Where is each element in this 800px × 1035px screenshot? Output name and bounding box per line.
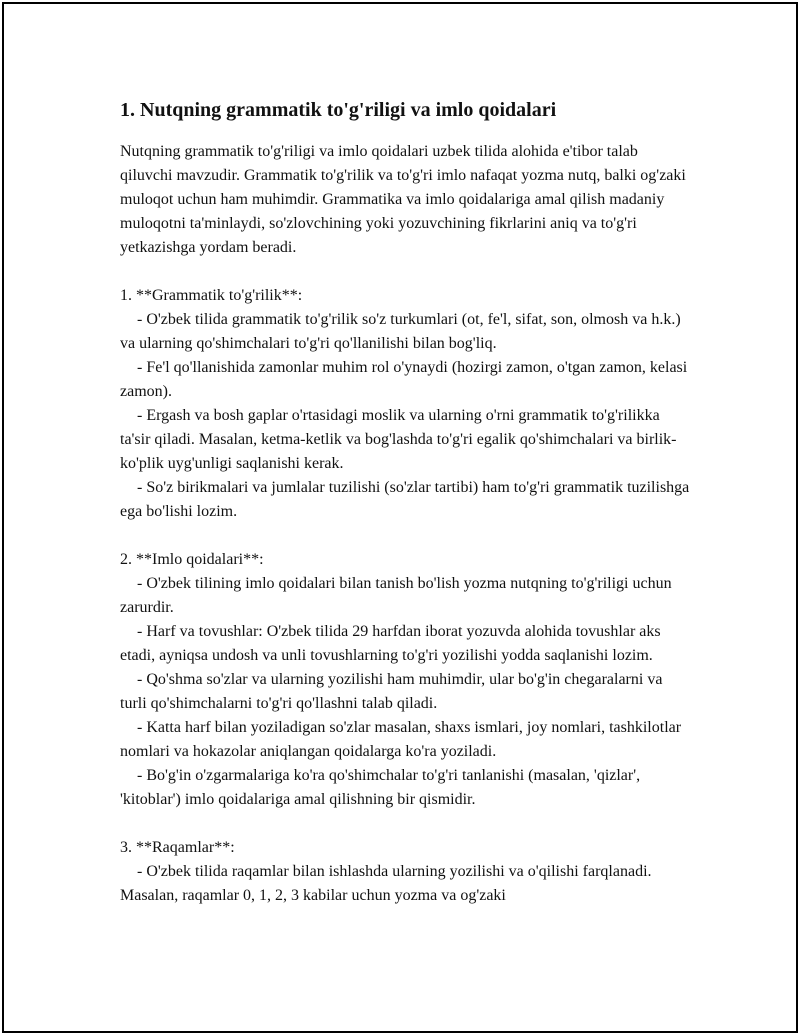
list-item: - O'zbek tilida grammatik to'g'rilik so'z turkumlari (ot, fe'l, sifat, son, olmosh va h.k.) va ularning qo'shimchalari to'g'ri qo'llanilishi bilan bog'liq. (120, 311, 681, 352)
list-item: - O'zbek tilining imlo qoidalari bilan tanish bo'lish yozma nutqning to'g'riligi uchun zarurdir. (120, 575, 672, 616)
section-raqamlar (120, 836, 690, 908)
list-item: - Fe'l qo'llanishida zamonlar muhim rol o'ynaydi (hozirgi zamon, o'tgan zamon, kelasi zamon). (120, 359, 688, 400)
section-imlo (120, 548, 690, 812)
section-title: 3. **Raqamlar**: (120, 839, 235, 856)
list-item: - Qo'shma so'zlar va ularning yozilishi ham muhimdir, ular bo'g'in chegaralarni va turli qo'shimchalarni to'g'ri qo'llashni talab qiladi. (120, 671, 663, 712)
list-item: - Harf va tovushlar: O'zbek tilida 29 harfdan iborat yozuvda alohida tovushlar aks etadi, ayniqsa undosh va unli tovushlarning to'g'ri yozilishi yodda saqlanishi lozim. (120, 623, 661, 664)
list-item: - Bo'g'in o'zgarmalariga ko'ra qo'shimchalar to'g'ri tanlanishi (masalan, 'qizlar', 'kitoblar') imlo qoidalariga amal qilishning bir qismidir. (120, 767, 641, 808)
document-page (2, 2, 798, 1033)
list-item: - Katta harf bilan yoziladigan so'zlar masalan, shaxs ismlari, joy nomlari, tashkilotlar nomlari va hokazolar aniqlangan qoidalarga ko'ra yoziladi. (120, 719, 682, 760)
document-heading: 1. Nutqning grammatik to'g'riligi va imlo qoidalari (120, 99, 557, 121)
list-item: - Ergash va bosh gaplar o'rtasidagi moslik va ularning o'rni grammatik to'g'rilikka ta'sir qiladi. Masalan, ketma-ketlik va bog'lashda to'g'ri egalik qo'shimchalari va birlik-ko'plik uyg'unligi saqlanishi kerak. (120, 407, 677, 472)
section-title: 1. **Grammatik to'g'rilik**: (120, 287, 303, 304)
intro-paragraph: Nutqning grammatik to'g'riligi va imlo qoidalari uzbek tilida alohida e'tibor talab qiluvchi mavzudir. Grammatik to'g'rilik va to'g'ri imlo nafaqat yozma nutq, balki og'zaki muloqot uchun ham muhimdir. Grammatika va imlo qoidalariga amal qilish madaniy muloqotni ta'minlaydi, so'zlovchining yoki yozuvchining fikrlarini aniq va to'g'ri yetkazishga yordam beradi. (120, 143, 686, 256)
document-content (120, 96, 690, 908)
section-title: 2. **Imlo qoidalari**: (120, 551, 264, 568)
section-grammatik (120, 284, 690, 524)
list-item: - O'zbek tilida raqamlar bilan ishlashda ularning yozilishi va o'qilishi farqlanadi. Masalan, raqamlar 0, 1, 2, 3 kabilar uchun yozma va og'zaki (120, 863, 652, 904)
list-item: - So'z birikmalari va jumlalar tuzilishi (so'zlar tartibi) ham to'g'ri grammatik tuzilishga ega bo'lishi lozim. (120, 479, 690, 520)
